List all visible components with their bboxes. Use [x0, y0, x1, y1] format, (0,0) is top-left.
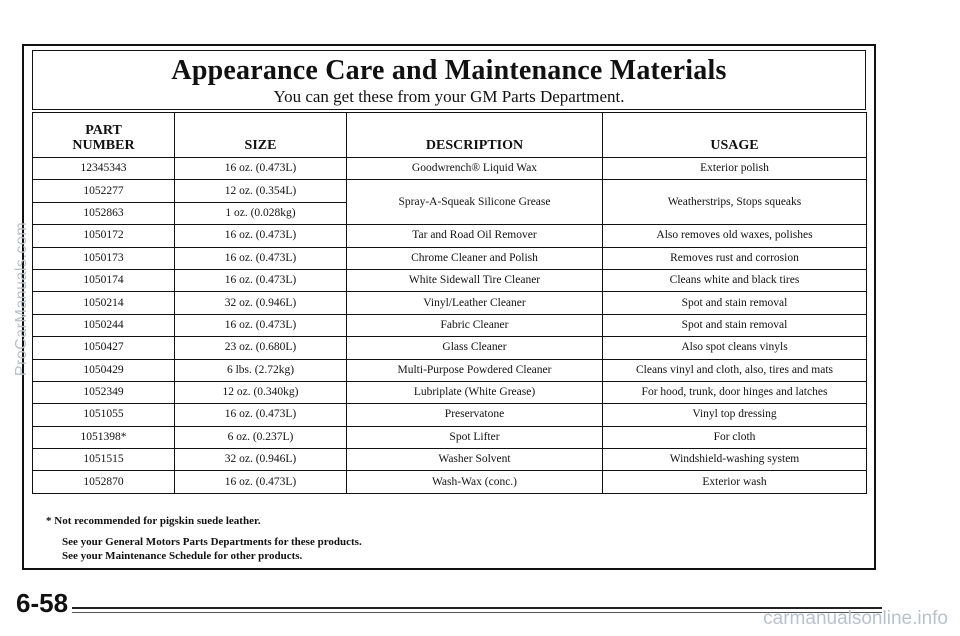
- cell-description: Chrome Cleaner and Polish: [347, 247, 603, 269]
- table-row: [33, 337, 867, 359]
- cell-description: Fabric Cleaner: [347, 314, 603, 336]
- header-description: DESCRIPTION: [347, 113, 603, 158]
- header-part-number: PART NUMBER: [33, 113, 175, 158]
- table-row: [33, 269, 867, 291]
- cell-usage: Spot and stain removal: [603, 292, 867, 314]
- cell-usage: Also spot cleans vinyls: [603, 337, 867, 359]
- cell-part-number: 1050172: [33, 225, 175, 247]
- cell-usage: Exterior polish: [603, 158, 867, 180]
- table-row: [33, 404, 867, 426]
- materials-table-wrapper: [32, 112, 866, 494]
- watermark-bottom: carmanualsonline.info: [763, 608, 948, 629]
- table-row: [33, 292, 867, 314]
- cell-size: 23 oz. (0.680L): [175, 337, 347, 359]
- page-subtitle: You can get these from your GM Parts Department.: [273, 87, 625, 106]
- cell-usage: Also removes old waxes, polishes: [603, 225, 867, 247]
- cell-description: Preservatone: [347, 404, 603, 426]
- cell-usage: Windshield-washing system: [603, 449, 867, 471]
- header-size: SIZE: [175, 113, 347, 158]
- cell-description: Goodwrench® Liquid Wax: [347, 158, 603, 180]
- cell-description: Vinyl/Leather Cleaner: [347, 292, 603, 314]
- cell-part-number: 1050429: [33, 359, 175, 381]
- cell-usage: Exterior wash: [603, 471, 867, 493]
- cell-usage: Weatherstrips, Stops squeaks: [603, 180, 867, 225]
- cell-description: Spot Lifter: [347, 426, 603, 448]
- cell-part-number: 1050214: [33, 292, 175, 314]
- cell-usage: Removes rust and corrosion: [603, 247, 867, 269]
- footnote-asterisk: * Not recommended for pigskin suede leather.: [46, 515, 261, 527]
- cell-size: 6 oz. (0.237L): [175, 426, 347, 448]
- cell-part-number: 12345343: [33, 158, 175, 180]
- page-title: Appearance Care and Maintenance Materials: [171, 55, 727, 86]
- cell-part-number: 1050427: [33, 337, 175, 359]
- materials-table: [32, 112, 867, 494]
- cell-description: Wash-Wax (conc.): [347, 471, 603, 493]
- page-rule: [72, 607, 882, 609]
- cell-description: Tar and Road Oil Remover: [347, 225, 603, 247]
- cell-part-number: 1052870: [33, 471, 175, 493]
- footnotes: [32, 511, 866, 566]
- cell-size: 16 oz. (0.473L): [175, 404, 347, 426]
- cell-part-number: 1050244: [33, 314, 175, 336]
- cell-size: 32 oz. (0.946L): [175, 292, 347, 314]
- cell-size: 16 oz. (0.473L): [175, 314, 347, 336]
- table-row: [33, 359, 867, 381]
- table-row: [33, 426, 867, 448]
- cell-description: Glass Cleaner: [347, 337, 603, 359]
- cell-usage: Cleans vinyl and cloth, also, tires and mats: [603, 359, 867, 381]
- cell-size: 16 oz. (0.473L): [175, 158, 347, 180]
- cell-usage: For hood, trunk, door hinges and latches: [603, 381, 867, 403]
- page-number: 6-58: [16, 588, 69, 618]
- cell-description: Lubriplate (White Grease): [347, 381, 603, 403]
- cell-size: 6 lbs. (2.72kg): [175, 359, 347, 381]
- cell-part-number: 1051055: [33, 404, 175, 426]
- cell-size: 16 oz. (0.473L): [175, 247, 347, 269]
- cell-usage: Vinyl top dressing: [603, 404, 867, 426]
- footnote-line-2: See your Maintenance Schedule for other products.: [62, 550, 303, 562]
- cell-part-number: 1051515: [33, 449, 175, 471]
- cell-description: Spray-A-Squeak Silicone Grease: [347, 180, 603, 225]
- title-box: [32, 50, 866, 110]
- cell-part-number: 1050174: [33, 269, 175, 291]
- materials-panel: [22, 44, 876, 570]
- cell-usage: Spot and stain removal: [603, 314, 867, 336]
- table-row: [33, 158, 867, 180]
- page-rule-secondary: [72, 612, 882, 613]
- cell-size: 32 oz. (0.946L): [175, 449, 347, 471]
- cell-size: 16 oz. (0.473L): [175, 269, 347, 291]
- table-header-row: [33, 113, 867, 158]
- cell-size: 16 oz. (0.473L): [175, 225, 347, 247]
- table-row: [33, 381, 867, 403]
- cell-size: 1 oz. (0.028kg): [175, 202, 347, 224]
- cell-description: White Sidewall Tire Cleaner: [347, 269, 603, 291]
- table-row: [33, 314, 867, 336]
- cell-usage: For cloth: [603, 426, 867, 448]
- cell-description: Multi-Purpose Powdered Cleaner: [347, 359, 603, 381]
- cell-description: Washer Solvent: [347, 449, 603, 471]
- table-row: [33, 225, 867, 247]
- table-row: [33, 449, 867, 471]
- header-usage: USAGE: [603, 113, 867, 158]
- cell-part-number: 1051398*: [33, 426, 175, 448]
- cell-size: 12 oz. (0.354L): [175, 180, 347, 202]
- cell-size: 12 oz. (0.340kg): [175, 381, 347, 403]
- cell-part-number: 1050173: [33, 247, 175, 269]
- cell-part-number: 1052277: [33, 180, 175, 202]
- cell-part-number: 1052349: [33, 381, 175, 403]
- watermark-left: ProCarManuals.com: [13, 221, 30, 377]
- cell-part-number: 1052863: [33, 202, 175, 224]
- table-row: [33, 471, 867, 493]
- footnote-line-1: See your General Motors Parts Departments for these products.: [62, 536, 362, 548]
- table-row: [33, 247, 867, 269]
- table-row: [33, 180, 867, 202]
- cell-usage: Cleans white and black tires: [603, 269, 867, 291]
- cell-size: 16 oz. (0.473L): [175, 471, 347, 493]
